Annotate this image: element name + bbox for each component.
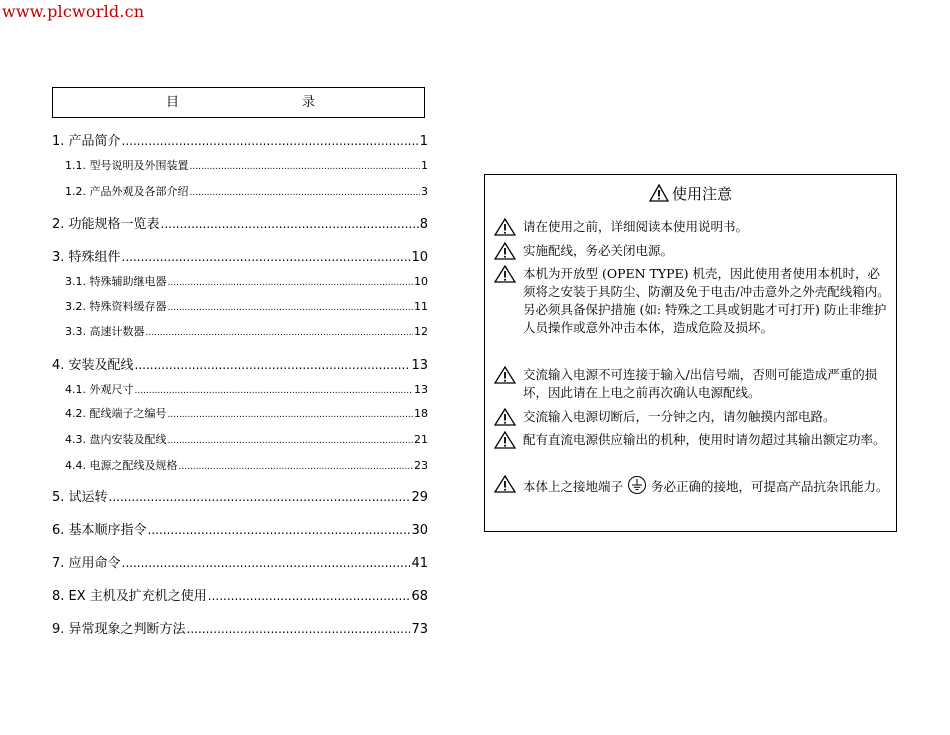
toc-entry-label: 4.2. 配线端子之编号 [65,407,167,420]
toc-entry-label: 5. 试运转 [52,490,108,505]
toc-entry-page: 8 [419,217,428,232]
toc-entry[interactable] [52,273,428,291]
notice-item-text: 实施配线，务必关闭电源。 [523,243,674,258]
toc-leader-dots [122,553,411,573]
toc-entry[interactable] [52,214,428,234]
toc-leader-dots [135,355,411,375]
toc-leader-dots [161,214,419,234]
toc-entry[interactable] [52,247,428,267]
toc-entry-page: 73 [411,622,428,637]
warning-icon [494,475,516,493]
notice-item-text: 交流输入电源切断后，一分钟之内，请勿触摸内部电路。 [523,409,836,424]
toc-entry-label: 4. 安装及配线 [52,358,134,373]
toc-entry[interactable] [52,323,428,341]
toc-leader-dots [135,382,414,400]
toc-entry-label: 8. EX 主机及扩充机之使用 [52,589,207,604]
notice-item [494,408,890,426]
toc-entry[interactable] [52,355,428,375]
toc-entry-page: 30 [411,523,428,538]
toc-entry-label: 3.2. 特殊资料缓存器 [65,300,167,313]
warning-icon [494,431,516,449]
toc-entry-label: 4.4. 电源之配线及规格 [65,459,178,472]
notice-item-text: 交流输入电源不可连接于输入/出信号端，否则可能造成严重的损坏，因此请在上电之前再次确认电源配线。 [523,367,878,400]
notice-item [494,431,890,449]
toc-entry-page: 10 [411,250,428,265]
toc-entry-page: 11 [414,300,428,313]
toc-title-right: 录 [302,95,316,110]
toc-leader-dots [122,131,419,151]
notice-item-text: 本机为开放型 (OPEN TYPE) 机壳，因此使用者使用本机时，必须将之安装于具防尘、防潮及免于电击/冲击意外之外壳配线箱内。另必须具备保护措施 (如: 特殊之工具或钥匙才可打开) 防止非维护人员操作或意外冲击本体，造成危险及损坏。 [523,266,890,335]
toc-entry-label: 4.1. 外观尺寸 [65,383,134,396]
toc-leader-dots [168,299,414,317]
toc-entry[interactable] [52,520,428,540]
toc-entry-page: 18 [414,407,428,420]
toc-entry-label: 9. 异常现象之判断方法 [52,622,186,637]
toc-title-box [52,87,425,118]
toc-leader-dots [122,247,411,267]
notice-item-text-before: 本体上之接地端子 [523,479,624,494]
notice-item [494,366,890,402]
notice-item-text [494,475,890,496]
toc-entry-label: 7. 应用命令 [52,556,121,571]
toc-entry-page: 29 [411,490,428,505]
toc-leader-dots [148,520,411,540]
toc-entry[interactable] [52,431,428,449]
toc-entry-page: 13 [414,383,428,396]
watermark-url[interactable]: www.plcworld.cn [2,2,145,21]
toc-leader-dots [190,158,421,176]
notice-item-text: 配有直流电源供应输出的机种，使用时请勿超过其输出额定功率。 [523,432,886,447]
toc-entry-page: 3 [421,185,428,198]
notice-item-text-after: 务必正确的接地，可提高产品抗杂讯能力。 [651,479,889,494]
toc-entry-page: 21 [414,433,428,446]
toc-entry-label: 1.1. 型号说明及外围装置 [65,159,189,172]
toc-leader-dots [168,432,414,450]
toc-leader-dots [190,184,421,202]
toc-leader-dots [168,274,414,292]
notice-title [485,184,896,204]
warning-icon [494,218,516,236]
toc-entry[interactable] [52,586,428,606]
notice-item [494,242,890,260]
warning-icon [494,366,516,384]
notice-item [494,265,890,337]
toc-entry-label: 1.2. 产品外观及各部介绍 [65,185,189,198]
toc-leader-dots [208,586,411,606]
toc-entry-label: 4.3. 盘内安装及配线 [65,433,167,446]
warning-icon [494,408,516,426]
toc-leader-dots [146,324,414,342]
toc-entry-page: 23 [414,459,428,472]
warning-icon [649,184,669,202]
toc-entry-label: 3.3. 高速计数器 [65,325,145,338]
warning-icon [494,242,516,260]
toc-entry[interactable] [52,298,428,316]
toc-entry[interactable] [52,553,428,573]
notice-title-text: 使用注意 [671,185,732,203]
toc-entry[interactable] [52,131,428,151]
toc-entry-page: 68 [411,589,428,604]
toc-entry-page: 1 [419,134,428,149]
toc-entry-label: 3. 特殊组件 [52,250,121,265]
notice-item [494,218,890,236]
warning-icon [494,265,516,283]
toc-leader-dots [109,487,411,507]
notice-item-text: 请在使用之前，详细阅读本使用说明书。 [523,219,749,234]
toc-leader-dots [179,458,414,476]
ground-icon [627,475,647,495]
toc-entry-label: 6. 基本顺序指令 [52,523,147,538]
toc-entry[interactable] [52,381,428,399]
notice-item [494,475,890,496]
toc-entry-page: 1 [421,159,428,172]
toc-entry[interactable] [52,157,428,175]
toc-entry-label: 1. 产品简介 [52,134,121,149]
toc-entry-page: 10 [414,275,428,288]
toc-entry[interactable] [52,405,428,423]
toc-leader-dots [168,406,414,424]
toc-entry[interactable] [52,487,428,507]
toc-entry-label: 3.1. 特殊辅助继电器 [65,275,167,288]
toc-entry[interactable] [52,457,428,475]
toc-title-left: 目 [166,95,180,110]
toc-leader-dots [187,619,411,639]
toc-entry-page: 13 [411,358,428,373]
toc-entry[interactable] [52,619,428,639]
usage-notice-box [484,174,897,532]
toc-entry-page: 41 [411,556,428,571]
toc-entry-page: 12 [414,325,428,338]
toc-entry-label: 2. 功能规格一览表 [52,217,160,232]
toc-entry[interactable] [52,183,428,201]
